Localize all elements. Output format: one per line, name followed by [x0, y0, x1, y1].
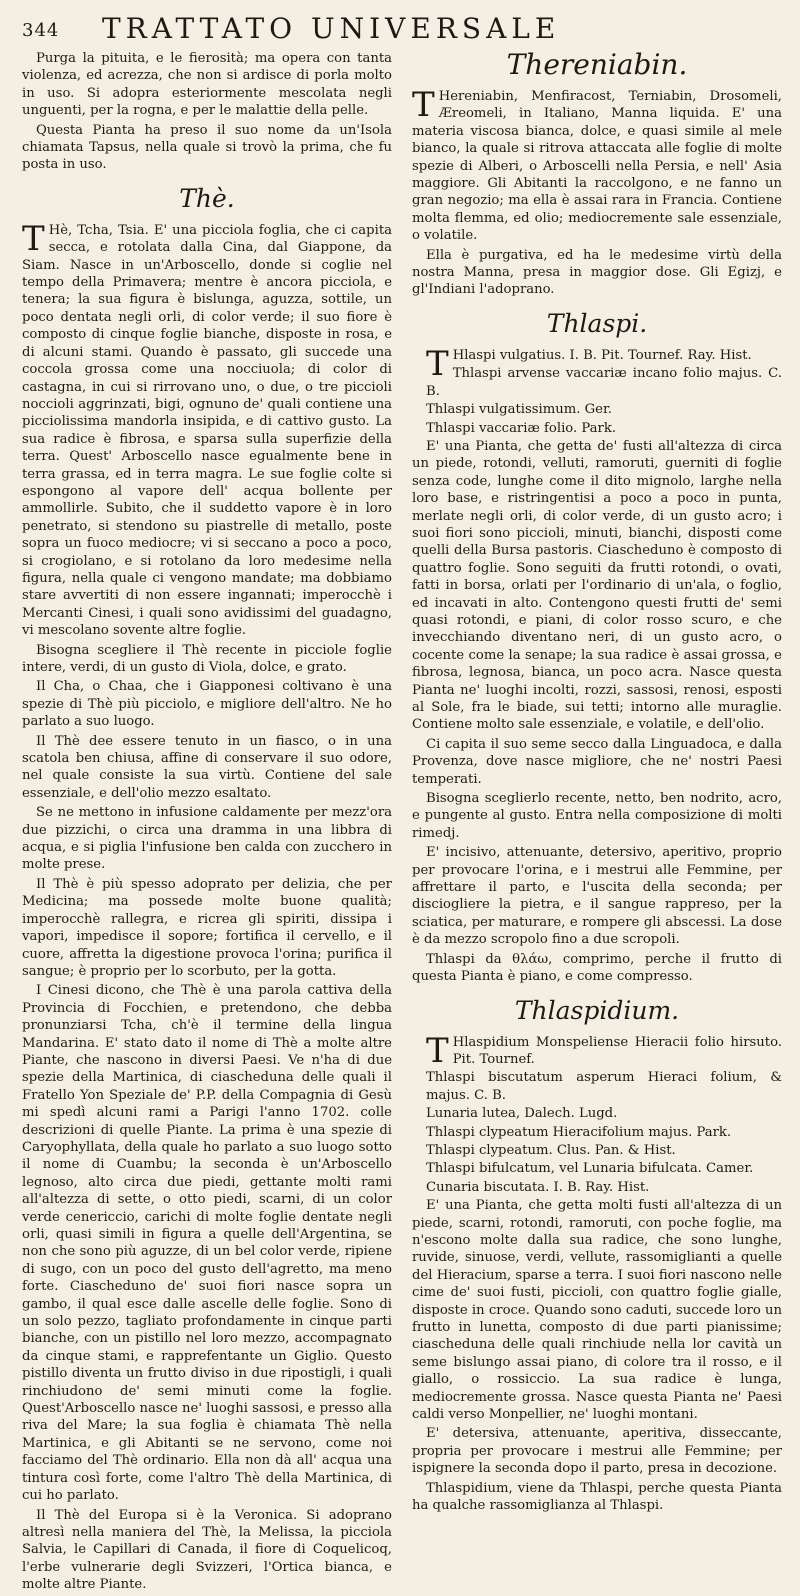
- entry-thlaspidium-paragraph: E' detersiva, attenuante, aperitiva, disseccante, propria per provocare i mestrui alle Femmine; per ispignere la seconda dopo il parto, presa in decozione.: [412, 1426, 782, 1477]
- entry-thlaspi-paragraph: Bisogna sceglierlo recente, netto, ben nodrito, acro, e pungente al gusto. Entra nella composizione di molti rimedj.: [412, 791, 782, 841]
- drop-cap: T: [412, 85, 435, 125]
- synonym-line: Thlaspi vaccariæ folio. Park.: [426, 420, 617, 436]
- synonym-line: Thlaspi vulgatissimum. Ger.: [426, 402, 612, 418]
- drop-cap: T: [426, 1030, 449, 1071]
- intro-paragraph-2: Questa Pianta ha preso il suo nome da un'Isola chiamata Tapsus, nella quale si trovò la prima, che fu posta in uso.: [22, 122, 392, 173]
- entry-thlaspi-paragraph: Thlaspi da θλάω, comprimo, perche il frutto di questa Pianta è piano, e come compresso.: [412, 951, 782, 985]
- synonym-line: Thlaspi biscutatum asperum Hieraci folium, & majus. C. B.: [426, 1070, 782, 1103]
- page-number: 344: [22, 20, 60, 41]
- entry-thereniabin-first-paragraph: [412, 85, 782, 245]
- entry-the-text: Hè, Tcha, Tsia. E' una picciola foglia, che ci capita secca, e rotolata dalla Cina, dal Giappone, da Siam. Nasce in un'Arboscello, donde si coglie nel tempo della Primavera; mentre è ancora picciola, e tenera; la sua figura è bislunga, aguzza, sottile, un poco dentata negli orli, di color verde; il suo fiore è composto di cinque foglie bianche, disposte in rosa, e di alcuni stami. Quando è passato, gli succede una coccola grossa come una nocciuola; di color di castagna, in cui si rirrovano uno, o due, o tre piccioli noccioli aggrinzati, bigi, ognuno de' quali contiene una picciolissima mandorla insipida, e di cattivo gusto. La sua radice è fibrosa, e sparsa sulla superfizie della terra. Quest' Arboscello nasce egualmente bene in terra grassa, ed in terra magra. Le sue foglie colte si espongono al vapore dell' acqua bollente per ammollirle. Subito, che il suddetto vapore è in loro penetrato, si stendono su piastrelle di metallo, poste sopra un fuoco mediocre; vi si seccano a poco a poco, si crogiolano, e si rotolano da loro medesime nella figura, nella quale ci vengono mandate; ma dobbiamo stare avvertiti di non essere ingannati; imperocchè i Mercanti Cinesi, i quali sono avidissimi del guadagno, vi mescolano sovente altre foglie.: [22, 222, 392, 639]
- drop-cap: T: [22, 218, 45, 259]
- synonyms-thlaspi: [412, 343, 782, 437]
- entry-the-first-paragraph: [22, 218, 392, 640]
- entry-title-thereniabin: Thereniabin.: [506, 48, 688, 81]
- entry-the-paragraph: Il Thè dee essere tenuto in un fiasco, o in una scatola ben chiusa, affine di conservare il suo odore, nel quale consiste la sua virtù. Contiene del sale essenziale, e dell'olio mezzo esaltato.: [22, 733, 392, 801]
- synonyms-thlaspidium: [412, 1030, 782, 1197]
- entry-thlaspi-paragraph: E' incisivo, attenuante, detersivo, aperitivo, proprio per provocare l'orina, e i mestrui alle Femmine, per affrettare il parto, e l'uscita della seconda; per disciogliere la pietra, e il sangue rappreso, per la sciatica, per maturare, e rompere gli abscessi. La dose è da mezzo scropolo fino a due scropoli.: [412, 845, 782, 948]
- synonym-line: Cunaria biscutata. I. B. Ray. Hist.: [426, 1179, 650, 1195]
- entry-title-thlaspidium: Thlaspidium.: [514, 995, 680, 1025]
- entry-title-thlaspi: Thlaspi.: [546, 308, 648, 338]
- entry-thlaspidium-paragraph: Thlaspidium, viene da Thlaspi, perche questa Pianta ha qualche rassomiglianza al Thlaspi.: [412, 1480, 782, 1514]
- entry-the-paragraph: Se ne mettono in infusione caldamente per mezz'ora due pizzichi, o circa una dramma in una libbra di acqua, e si piglia l'infusione ben calda con zucchero in molte prese.: [22, 805, 392, 873]
- synonym-line: Thlaspi bifulcatum, vel Lunaria bifulcata. Camer.: [426, 1161, 754, 1177]
- page-header: [22, 12, 780, 45]
- entry-thereniabin-text: Hereniabin, Menfiracost, Terniabin, Drosomeli, Æreomeli, in Italiano, Manna liquida. E' una materia viscosa bianca, dolce, e quasi simile al mele bianco, la quale si ritrova attaccata alle foglie di molte spezie di Alberi, o Arboscelli nella Persia, e nell' Asia maggiore. Gli Abitanti la raccolgono, e ne fanno un gran negozio; ma ella è assai rara in Francia. Contiene molta flemma, ed olio; mediocremente sale essenziale, o volatile.: [412, 89, 782, 244]
- synonym-line: Thlaspi clypeatum. Clus. Pan. & Hist.: [426, 1142, 676, 1158]
- left-column: [22, 50, 392, 1596]
- entry-the-paragraph: Il Thè è più spesso adoprato per delizia, che per Medicina; ma possede molte buone qualità; imperocchè rallegra, e ricrea gli spiriti, dissipa i vapori, impedisce il sopore; fortifica il cervello, e il cuore, affretta la digestione provoca l'orina; purifica il sangue; è proprio per lo scorbuto, per la gotta.: [22, 876, 392, 979]
- right-column: [412, 50, 782, 1516]
- entry-the-paragraph: Bisogna scegliere il Thè recente in picciole foglie intere, verdi, di un gusto di Viola, dolce, e grato.: [22, 642, 392, 675]
- drop-cap: T: [426, 343, 449, 384]
- entry-the-paragraph: I Cinesi dicono, che Thè è una parola cattiva della Provincia di Focchien, e pretendono, che debba pronunziarsi Tcha, ch'è il termine della lingua Mandarina. E' stato dato il nome di Thè a molte altre Piante, che nascono in diversi Paesi. Ve n'ha di due spezie della Martinica, di ciascheduna delle quali il Fratello Yon Speziale de' P.P. della Compagnia di Gesù mi spedì alcuni rami a Parigi l'anno 1702. colle descrizioni di quelle Piante. La prima è una spezie di Caryophyllata, della quale ho parlato a suo luogo sotto il nome di Cuambu; la seconda è un'Arboscello legnoso, alto circa due piedi, gettante molti rami all'altezza di sette, o otto piedi, scarni, di un color verde cenericcio, carichi di molte foglie dentate negli orli, quasi simili in figura a quelle dell'Argentina, se non che sono più aguzze, di un bel color verde, ripiene di sugo, con un poco del gusto dell'agretto, ma meno forte. Ciascheduno de' suoi fiori nasce sopra un gambo, il qual esce dalle ascelle delle foglie. Sono di un solo pezzo, tagliato profondamente in cinque parti bianche, con un pistillo nel loro mezzo, accompagnato da cinque stami, e rapprefentante un Giglio. Questo pistillo diventa un frutto diviso in due ripostigli, i quali rinchiudono de' semi minuti come la foglie. Quest'Arboscello nasce ne' luoghi sassosi, e presso alla riva del Mare; la sua foglia è chiamata Thè nella Martinica, e gli Abitanti se ne servono, come noi facciamo del Thè ordinario. Ella non dà all' acqua una tintura così forte, come l'altro Thè della Martinica, di cui ho parlato.: [22, 983, 392, 1504]
- synonym-line: T Hlaspi vulgatius. I. B. Pit. Tournef. Ray. Hist.: [426, 343, 752, 384]
- entry-title-the: Thè.: [179, 183, 235, 213]
- synonym-line: Thlaspi clypeatum Hieracifolium majus. Park.: [426, 1124, 732, 1140]
- entry-thlaspi-paragraph: Ci capita il suo seme secco dalla Linguadoca, e dalla Provenza, dove nasce migliore, che ne' nostri Paesi temperati.: [412, 736, 782, 787]
- synonym-line: T Hlaspidium Monspeliense Hieracii folio hirsuto. Pit. Tournef.: [426, 1030, 782, 1071]
- synonym-line: Lunaria lutea, Dalech. Lugd.: [426, 1106, 618, 1122]
- intro-paragraph-1: Purga la pituita, e le fierosità; ma opera con tanta violenza, ed acrezza, che non si ardisce di porla molto in uso. Si adopra esteriormente mescolata negli unguenti, per la rogna, e per le malattie della pelle.: [22, 51, 392, 119]
- entry-the-paragraph: Il Cha, o Chaa, che i Giapponesi coltivano è una spezie di Thè più picciolo, e migliore dell'altro. Ne ho parlato a suo luogo.: [22, 679, 392, 730]
- entry-thlaspidium-paragraph: E' una Pianta, che getta molti fusti all'altezza di un piede, scarni, rotondi, ramoruti, con poche foglie, ma n'escono molte dalla sua radice, che sono lunghe, ruvide, sinuose, verdi, vellute, rassomiglianti a quelle del Hieracium, sparse a terra. I suoi fiori nascono nelle cime de' suoi fusti, piccioli, con quattro foglie gialle, disposte in croce. Quando sono caduti, succede loro un frutto in lunetta, composto di due parti pianissime; ciascheduna delle quali rinchiude nella lor cavità un seme bislungo assai piano, di colore tra il rosso, e il giallo, o rossiccio. La sua radice è lunga, mediocremente grossa. Nasce questa Pianta ne' Paesi caldi verso Monpellier, ne' luoghi montani.: [412, 1198, 782, 1423]
- running-title: TRATTATO UNIVERSALE: [102, 12, 561, 45]
- entry-thereniabin-paragraph: Ella è purgativa, ed ha le medesime virtù della nostra Manna, presa in maggior dose. Gli Egizj, e gl'Indiani l'adoprano.: [412, 247, 782, 298]
- entry-thlaspi-paragraph: E' una Pianta, che getta de' fusti all'altezza di circa un piede, rotondi, velluti, ramoruti, guerniti di foglie senza code, lunghe come il dito mignolo, larghe nella loro base, e ristringentisi a poco a poco in punta, merlate negli orli, di color verde, di un gusto acro; i suoi fiori sono piccioli, minuti, bianchi, disposti come quelli della Bursa pastoris. Ciascheduno è composto di quattro foglie. Sono seguiti da frutti rotondi, o ovati, fatti in borsa, orlati per l'ordinario di un'ala, o foglio, ed incavati in alto. Contengono questi frutti de' semi quasi rotondi, e piani, di color rosso scuro, e che invecchiando diventano neri, di un gusto acro, o cocente come la senape; la sua radice è assai grossa, e fibrosa, legnosa, bianca, un poco acra. Nasce questa Pianta ne' luoghi incolti, rozzi, sassosi, renosi, esposti al Sole, fra le biade, sui tetti; intorno alle muraglie. Contiene molto sale essenziale, e volatile, e dell'olio.: [412, 438, 782, 733]
- entry-the-paragraph: Il Thè del Europa si è la Veronica. Si adoprano altresì nella maniera del Thè, la Melissa, la picciola Salvia, le Capillari di Canada, il fiore di Coquelicoq, l'erbe vulnerarie degli Svizzeri, l'Ortica bianca, e molte altre Piante.: [22, 1507, 392, 1593]
- synonym-line: Thlaspi arvense vaccariæ incano folio majus. C. B.: [426, 366, 782, 399]
